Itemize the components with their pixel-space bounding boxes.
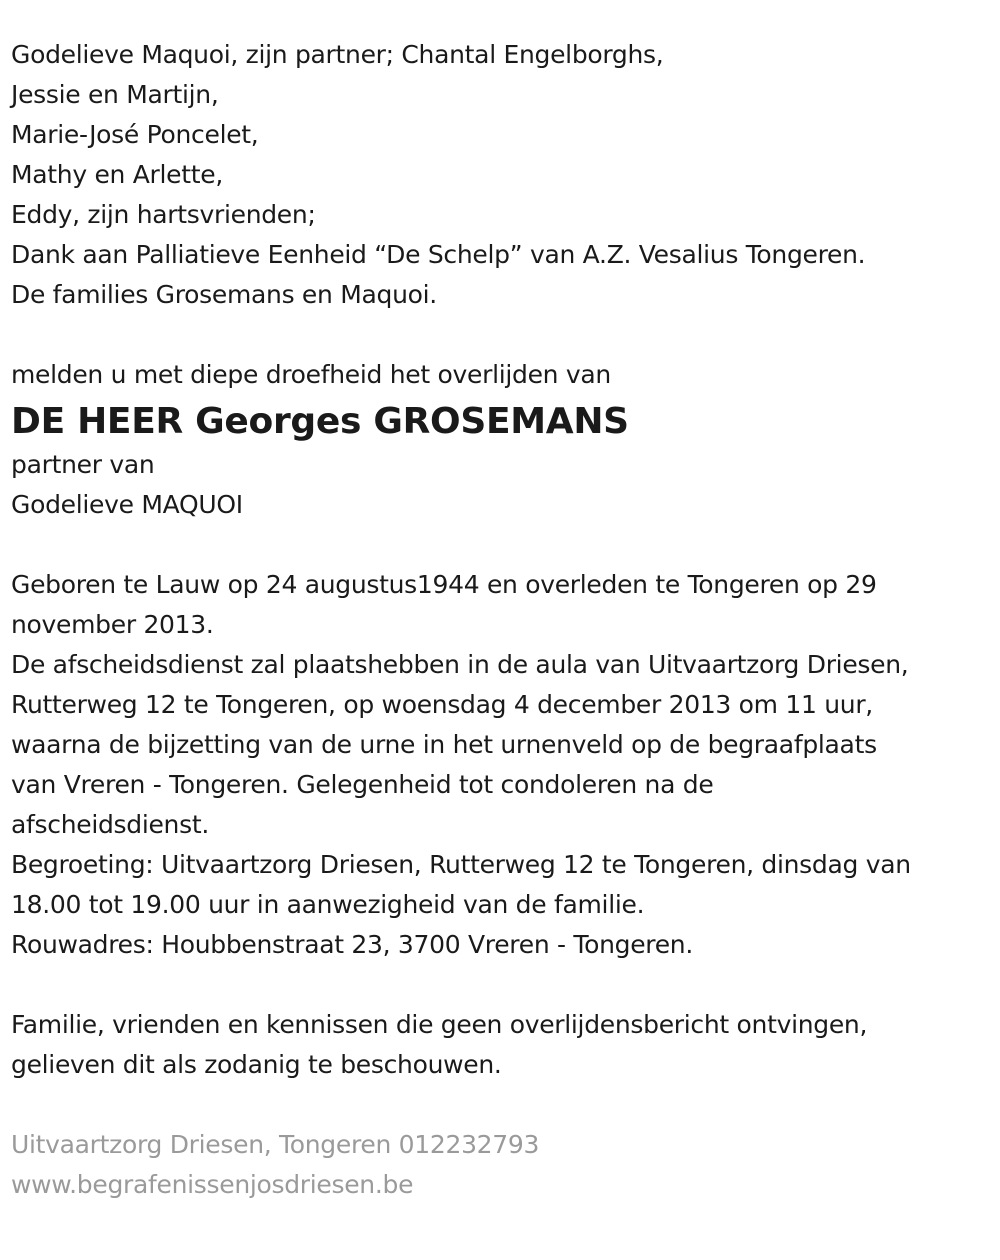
announcement-text: melden u met diepe droefheid het overlijden van <box>11 360 611 389</box>
obituary-notice <box>11 35 996 1205</box>
detail-line: november 2013. <box>11 610 214 639</box>
service-details <box>11 565 996 965</box>
spacer <box>11 315 996 355</box>
family-line: Eddy, zijn hartsvrienden; <box>11 200 316 229</box>
detail-line: waarna de bijzetting van de urne in het urnenveld op de begraafplaats <box>11 730 877 759</box>
funeral-home-website[interactable]: www.begrafenissenjosdriesen.be <box>11 1170 414 1199</box>
detail-line: 18.00 tot 19.00 uur in aanwezigheid van de familie. <box>11 890 645 919</box>
detail-line: Rutterweg 12 te Tongeren, op woensdag 4 december 2013 om 11 uur, <box>11 690 873 719</box>
relation-text: partner van <box>11 450 155 479</box>
thanks-line: Dank aan Palliatieve Eenheid “De Schelp” van A.Z. Vesalius Tongeren. <box>11 240 866 269</box>
family-line: Jessie en Martijn, <box>11 80 219 109</box>
detail-line: Geboren te Lauw op 24 augustus1944 en overleden te Tongeren op 29 <box>11 570 877 599</box>
detail-line: Rouwadres: Houbbenstraat 23, 3700 Vreren - Tongeren. <box>11 930 693 959</box>
detail-line: De afscheidsdienst zal plaatshebben in de aula van Uitvaartzorg Driesen, <box>11 650 909 679</box>
deceased-block <box>11 399 996 525</box>
family-line: Marie-José Poncelet, <box>11 120 259 149</box>
deceased-name: DE HEER Georges GROSEMANS <box>11 401 629 442</box>
closing-line: gelieven dit als zodanig te beschouwen. <box>11 1050 502 1079</box>
detail-line: Begroeting: Uitvaartzorg Driesen, Rutterweg 12 te Tongeren, dinsdag van <box>11 850 911 879</box>
family-intro <box>11 35 996 315</box>
families-line: De families Grosemans en Maquoi. <box>11 280 437 309</box>
closing-line: Familie, vrienden en kennissen die geen overlijdensbericht ontvingen, <box>11 1010 868 1039</box>
family-line: Mathy en Arlette, <box>11 160 223 189</box>
footer <box>11 1125 996 1205</box>
spacer <box>11 525 996 565</box>
spacer <box>11 965 996 1005</box>
family-line: Godelieve Maquoi, zijn partner; Chantal Engelborghs, <box>11 40 664 69</box>
detail-line: afscheidsdienst. <box>11 810 209 839</box>
closing-note <box>11 1005 996 1085</box>
partner-name: Godelieve MAQUOI <box>11 490 243 519</box>
spacer <box>11 1085 996 1125</box>
funeral-home-contact: Uitvaartzorg Driesen, Tongeren 012232793 <box>11 1130 540 1159</box>
detail-line: van Vreren - Tongeren. Gelegenheid tot condoleren na de <box>11 770 714 799</box>
